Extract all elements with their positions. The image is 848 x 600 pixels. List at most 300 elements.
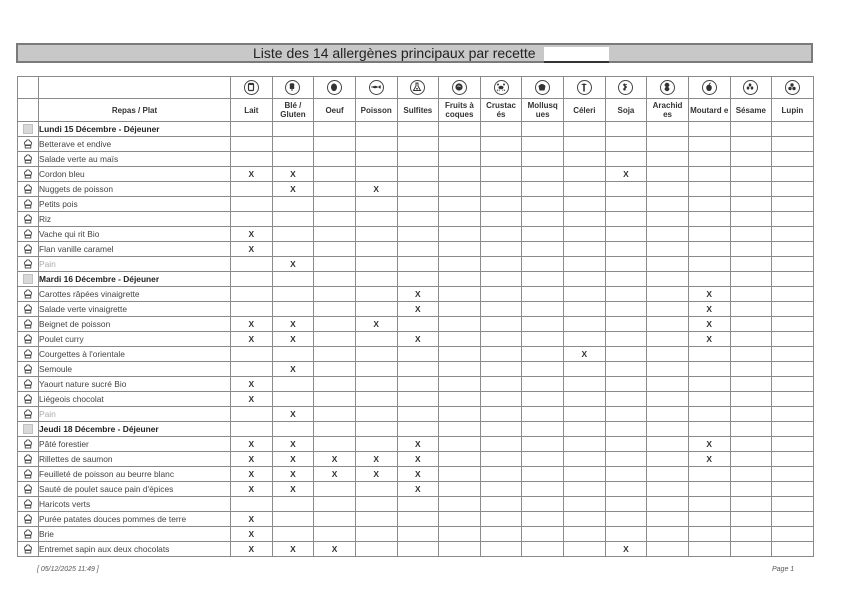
allergen-cell-lait [231, 272, 273, 287]
allergen-cell-soja [605, 377, 647, 392]
allergen-cell-celeri [564, 302, 606, 317]
allergen-cell-oeuf [314, 452, 356, 467]
allergen-cell-fruits [439, 542, 481, 557]
allergen-cell-crustaces [480, 242, 522, 257]
allergen-cell-moutarde [688, 182, 730, 197]
allergen-cell-oeuf [314, 527, 356, 542]
allergen-cell-moutarde [688, 542, 730, 557]
chef-hat-icon [23, 169, 33, 179]
chef-hat-icon [23, 229, 33, 239]
allergen-cell-fruits [439, 242, 481, 257]
allergen-cell-soja [605, 437, 647, 452]
allergen-cell-celeri [564, 152, 606, 167]
allergen-cell-sulfites [397, 452, 439, 467]
allergen-icon-cell [231, 77, 273, 99]
allergen-cell-celeri [564, 407, 606, 422]
chef-hat-icon [23, 499, 33, 509]
allergen-cell-celeri [564, 467, 606, 482]
chef-hat-icon [23, 184, 33, 194]
allergen-cell-celeri [564, 182, 606, 197]
allergen-cell-soja [605, 122, 647, 137]
allergen-mark: X [415, 333, 421, 344]
allergen-cell-sulfites [397, 377, 439, 392]
table-row [18, 197, 814, 212]
dish-icon-cell [18, 317, 39, 332]
allergen-cell-arachides [647, 407, 689, 422]
dish-name: Yaourt nature sucré Bio [39, 377, 231, 392]
allergen-cell-ble [272, 347, 314, 362]
allergen-cell-sulfites [397, 527, 439, 542]
milk-icon [244, 80, 259, 95]
allergen-mark: X [248, 378, 255, 389]
celery-icon [577, 80, 592, 95]
allergen-mark: X [290, 363, 296, 374]
allergen-mark: X [290, 468, 296, 479]
allergen-cell-crustaces [480, 302, 522, 317]
allergen-cell-oeuf [314, 407, 356, 422]
allergen-cell-sesame [730, 347, 772, 362]
allergen-cell-moutarde [688, 512, 730, 527]
allergen-mark: X [290, 258, 296, 269]
allergen-cell-sesame [730, 407, 772, 422]
allergen-cell-fruits [439, 167, 481, 182]
allergen-cell-lupin [772, 482, 814, 497]
table-row [18, 377, 814, 392]
allergen-cell-oeuf [314, 512, 356, 527]
allergen-cell-mollusques [522, 152, 564, 167]
allergen-mark: X [373, 318, 379, 329]
dish-icon-cell [18, 377, 39, 392]
allergen-cell-lait [231, 392, 273, 407]
allergen-mark: X [706, 333, 712, 344]
allergen-icon-cell [688, 77, 730, 99]
allergen-cell-sulfites [397, 482, 439, 497]
dish-name: Feuilleté de poisson au beurre blanc [39, 467, 231, 482]
allergen-cell-mollusques [522, 182, 564, 197]
allergen-cell-sesame [730, 527, 772, 542]
allergen-cell-sulfites [397, 227, 439, 242]
dish-column-header: Repas / Plat [39, 99, 231, 122]
allergen-mark: X [290, 483, 296, 494]
allergen-cell-mollusques [522, 377, 564, 392]
allergen-cell-mollusques [522, 422, 564, 437]
dish-name: Pain [39, 407, 231, 422]
allergen-cell-sesame [730, 152, 772, 167]
allergen-cell-sesame [730, 137, 772, 152]
allergen-mark: X [248, 543, 255, 554]
allergen-cell-lait [231, 197, 273, 212]
allergen-icon-cell [355, 77, 397, 99]
allergen-cell-moutarde [688, 287, 730, 302]
allergen-cell-moutarde [688, 122, 730, 137]
allergen-cell-mollusques [522, 137, 564, 152]
allergen-cell-ble [272, 437, 314, 452]
allergen-cell-oeuf [314, 437, 356, 452]
allergen-cell-fruits [439, 392, 481, 407]
peanut-icon [660, 80, 675, 95]
allergen-cell-lait [231, 407, 273, 422]
allergen-cell-arachides [647, 287, 689, 302]
footer-page-number: Page 1 [772, 566, 795, 573]
allergen-cell-celeri [564, 122, 606, 137]
allergen-cell-moutarde [688, 377, 730, 392]
allergen-cell-moutarde [688, 332, 730, 347]
allergen-cell-mollusques [522, 542, 564, 557]
allergen-cell-lupin [772, 332, 814, 347]
table-row [18, 287, 814, 302]
allergen-cell-oeuf [314, 302, 356, 317]
dish-icon-cell [18, 197, 39, 212]
allergen-cell-arachides [647, 317, 689, 332]
allergen-cell-lupin [772, 272, 814, 287]
dish-icon-cell [18, 362, 39, 377]
allergen-cell-celeri [564, 167, 606, 182]
allergen-cell-lait [231, 302, 273, 317]
allergen-cell-celeri [564, 137, 606, 152]
allergen-mark: X [248, 318, 255, 329]
allergen-cell-poisson [355, 167, 397, 182]
allergen-cell-sesame [730, 197, 772, 212]
day-label: Mardi 16 Décembre - Déjeuner [39, 272, 231, 287]
allergen-cell-ble [272, 317, 314, 332]
allergen-cell-ble [272, 362, 314, 377]
allergen-cell-sulfites [397, 137, 439, 152]
allergen-cell-soja [605, 527, 647, 542]
allergen-cell-sesame [730, 377, 772, 392]
allergen-icon-row [18, 77, 814, 99]
allergen-cell-soja [605, 452, 647, 467]
dish-icon-cell [18, 152, 39, 167]
table-row [18, 302, 814, 317]
dish-name: Pâté forestier [39, 437, 231, 452]
allergen-cell-soja [605, 152, 647, 167]
allergen-cell-lupin [772, 302, 814, 317]
allergen-cell-mollusques [522, 482, 564, 497]
allergen-cell-soja [605, 512, 647, 527]
table-row [18, 317, 814, 332]
allergen-cell-mollusques [522, 332, 564, 347]
allergen-cell-sesame [730, 512, 772, 527]
allergen-cell-fruits [439, 197, 481, 212]
allergen-cell-sesame [730, 482, 772, 497]
allergen-cell-lait [231, 542, 273, 557]
table-row [18, 542, 814, 557]
allergen-cell-lait [231, 137, 273, 152]
allergen-mark: X [373, 453, 379, 464]
allergen-cell-poisson [355, 182, 397, 197]
allergen-cell-poisson [355, 272, 397, 287]
dish-name: Rillettes de saumon [39, 452, 231, 467]
dish-name: Semoule [39, 362, 231, 377]
table-row [18, 437, 814, 452]
allergen-cell-oeuf [314, 227, 356, 242]
chef-hat-icon [23, 514, 33, 524]
allergen-cell-oeuf [314, 467, 356, 482]
allergen-cell-celeri [564, 392, 606, 407]
table-row [18, 407, 814, 422]
allergen-cell-lupin [772, 122, 814, 137]
chef-hat-icon [23, 364, 33, 374]
allergen-cell-oeuf [314, 482, 356, 497]
table-row [18, 332, 814, 347]
allergen-cell-celeri [564, 512, 606, 527]
allergen-cell-arachides [647, 272, 689, 287]
allergen-header-mollusques: Mollusq ues [522, 99, 564, 122]
allergen-cell-soja [605, 422, 647, 437]
chef-hat-icon [23, 214, 33, 224]
allergen-cell-crustaces [480, 437, 522, 452]
allergen-cell-poisson [355, 482, 397, 497]
allergen-cell-arachides [647, 242, 689, 257]
allergen-cell-moutarde [688, 467, 730, 482]
allergen-cell-ble [272, 182, 314, 197]
allergen-cell-sesame [730, 497, 772, 512]
allergen-icon-cell [730, 77, 772, 99]
allergen-mark: X [248, 468, 255, 479]
allergen-cell-mollusques [522, 122, 564, 137]
allergen-mark: X [623, 168, 629, 179]
dish-icon-cell [18, 407, 39, 422]
allergen-cell-oeuf [314, 317, 356, 332]
allergen-cell-oeuf [314, 197, 356, 212]
day-marker-cell [18, 422, 39, 437]
allergen-cell-sulfites [397, 122, 439, 137]
allergen-cell-arachides [647, 497, 689, 512]
redacted-area [544, 47, 609, 63]
allergen-cell-moutarde [688, 497, 730, 512]
allergen-cell-moutarde [688, 347, 730, 362]
allergen-cell-soja [605, 167, 647, 182]
allergen-cell-ble [272, 227, 314, 242]
allergen-cell-lait [231, 347, 273, 362]
allergen-cell-crustaces [480, 167, 522, 182]
allergen-cell-mollusques [522, 407, 564, 422]
allergen-cell-sesame [730, 437, 772, 452]
allergen-header-lupin: Lupin [772, 99, 814, 122]
allergen-cell-sulfites [397, 422, 439, 437]
allergen-cell-sesame [730, 182, 772, 197]
allergen-cell-poisson [355, 362, 397, 377]
allergen-mark: X [373, 183, 379, 194]
allergen-cell-sesame [730, 452, 772, 467]
allergen-mark: X [706, 453, 712, 464]
allergen-cell-celeri [564, 437, 606, 452]
allergen-cell-soja [605, 212, 647, 227]
allergen-cell-crustaces [480, 407, 522, 422]
allergen-cell-celeri [564, 287, 606, 302]
dish-icon-cell [18, 137, 39, 152]
allergen-cell-lait [231, 287, 273, 302]
allergen-cell-ble [272, 167, 314, 182]
allergen-cell-ble [272, 332, 314, 347]
allergen-cell-oeuf [314, 392, 356, 407]
allergen-cell-lait [231, 527, 273, 542]
allergen-cell-poisson [355, 197, 397, 212]
allergen-cell-lait [231, 452, 273, 467]
allergen-cell-sesame [730, 362, 772, 377]
allergen-cell-poisson [355, 542, 397, 557]
allergen-header-fruits: Fruits à coques [439, 99, 481, 122]
allergen-cell-ble [272, 377, 314, 392]
allergen-cell-crustaces [480, 332, 522, 347]
shell-icon [535, 80, 550, 95]
document-title: Liste des 14 allergènes principaux par recette [253, 45, 536, 61]
allergen-cell-celeri [564, 197, 606, 212]
allergen-cell-mollusques [522, 452, 564, 467]
allergen-cell-crustaces [480, 542, 522, 557]
allergen-cell-soja [605, 467, 647, 482]
allergen-cell-crustaces [480, 317, 522, 332]
allergen-cell-arachides [647, 257, 689, 272]
allergen-cell-oeuf [314, 137, 356, 152]
allergen-cell-oeuf [314, 167, 356, 182]
allergen-mark: X [706, 438, 712, 449]
chef-hat-icon [23, 334, 33, 344]
allergen-cell-arachides [647, 452, 689, 467]
allergen-cell-lupin [772, 407, 814, 422]
allergen-cell-fruits [439, 287, 481, 302]
table-row [18, 137, 814, 152]
dish-name: Betterave et endive [39, 137, 231, 152]
allergen-cell-lupin [772, 182, 814, 197]
allergen-cell-celeri [564, 497, 606, 512]
allergen-cell-poisson [355, 452, 397, 467]
chef-hat-icon [23, 304, 33, 314]
allergen-cell-fruits [439, 227, 481, 242]
allergen-mark: X [415, 483, 421, 494]
allergen-cell-celeri [564, 362, 606, 377]
allergen-cell-crustaces [480, 197, 522, 212]
allergen-mark: X [290, 183, 296, 194]
allergen-cell-sulfites [397, 152, 439, 167]
allergen-cell-ble [272, 272, 314, 287]
allergen-cell-celeri [564, 332, 606, 347]
allergen-cell-crustaces [480, 227, 522, 242]
day-marker-square-icon [23, 274, 33, 284]
dish-icon-cell [18, 227, 39, 242]
allergen-cell-moutarde [688, 212, 730, 227]
allergen-cell-sulfites [397, 407, 439, 422]
allergen-header-soja: Soja [605, 99, 647, 122]
allergen-cell-ble [272, 212, 314, 227]
allergen-cell-ble [272, 197, 314, 212]
allergen-cell-oeuf [314, 347, 356, 362]
allergen-mark: X [331, 453, 338, 464]
allergen-icon-cell [647, 77, 689, 99]
chef-hat-icon [23, 469, 33, 479]
dish-name: Pain [39, 257, 231, 272]
allergen-mark: X [248, 228, 255, 239]
allergen-cell-lait [231, 362, 273, 377]
chef-hat-icon [23, 199, 33, 209]
allergen-cell-arachides [647, 362, 689, 377]
allergen-cell-sesame [730, 422, 772, 437]
allergen-cell-oeuf [314, 287, 356, 302]
allergen-cell-moutarde [688, 407, 730, 422]
allergen-cell-arachides [647, 527, 689, 542]
allergen-cell-ble [272, 422, 314, 437]
allergen-cell-poisson [355, 512, 397, 527]
allergen-cell-lupin [772, 317, 814, 332]
dish-name: Riz [39, 212, 231, 227]
allergen-cell-mollusques [522, 242, 564, 257]
allergen-mark: X [415, 303, 421, 314]
sesame-icon [743, 80, 758, 95]
allergen-mark: X [248, 393, 255, 404]
table-row [18, 152, 814, 167]
allergen-cell-sulfites [397, 362, 439, 377]
allergen-icon-cell [439, 77, 481, 99]
allergen-cell-lupin [772, 242, 814, 257]
allergen-cell-crustaces [480, 287, 522, 302]
allergen-cell-lait [231, 152, 273, 167]
allergen-cell-arachides [647, 182, 689, 197]
day-marker-cell [18, 272, 39, 287]
allergen-cell-sesame [730, 392, 772, 407]
allergen-cell-lupin [772, 467, 814, 482]
allergen-cell-crustaces [480, 152, 522, 167]
table-row [18, 512, 814, 527]
allergen-cell-sesame [730, 272, 772, 287]
dish-icon-cell [18, 167, 39, 182]
allergen-cell-lupin [772, 362, 814, 377]
allergen-cell-crustaces [480, 467, 522, 482]
allergen-cell-crustaces [480, 497, 522, 512]
allergen-cell-mollusques [522, 512, 564, 527]
allergen-cell-oeuf [314, 272, 356, 287]
allergen-cell-arachides [647, 152, 689, 167]
allergen-icon-cell [605, 77, 647, 99]
dish-icon-cell [18, 392, 39, 407]
allergen-cell-oeuf [314, 182, 356, 197]
allergen-cell-ble [272, 122, 314, 137]
allergen-mark: X [331, 468, 338, 479]
allergen-mark: X [248, 513, 255, 524]
allergen-cell-poisson [355, 137, 397, 152]
allergen-cell-soja [605, 542, 647, 557]
dish-icon-cell [18, 437, 39, 452]
allergen-cell-soja [605, 197, 647, 212]
chef-hat-icon [23, 484, 33, 494]
allergen-cell-celeri [564, 482, 606, 497]
allergen-cell-sesame [730, 542, 772, 557]
allergen-cell-sulfites [397, 512, 439, 527]
allergen-cell-lupin [772, 227, 814, 242]
allergen-cell-lupin [772, 137, 814, 152]
allergen-cell-lait [231, 122, 273, 137]
chef-hat-icon [23, 349, 33, 359]
allergen-cell-fruits [439, 332, 481, 347]
allergen-cell-mollusques [522, 197, 564, 212]
table-row [18, 392, 814, 407]
allergen-mark: X [415, 438, 421, 449]
allergen-cell-lupin [772, 437, 814, 452]
allergen-cell-fruits [439, 347, 481, 362]
allergen-cell-poisson [355, 302, 397, 317]
allergen-cell-celeri [564, 377, 606, 392]
allergen-icon-cell [564, 77, 606, 99]
allergen-cell-crustaces [480, 377, 522, 392]
allergen-cell-mollusques [522, 167, 564, 182]
allergen-cell-sulfites [397, 242, 439, 257]
allergen-cell-poisson [355, 242, 397, 257]
allergen-header-sulfites: Sulfites [397, 99, 439, 122]
dish-icon-cell [18, 287, 39, 302]
allergen-cell-fruits [439, 137, 481, 152]
allergen-cell-sesame [730, 167, 772, 182]
allergen-mark: X [248, 453, 255, 464]
allergen-cell-fruits [439, 302, 481, 317]
